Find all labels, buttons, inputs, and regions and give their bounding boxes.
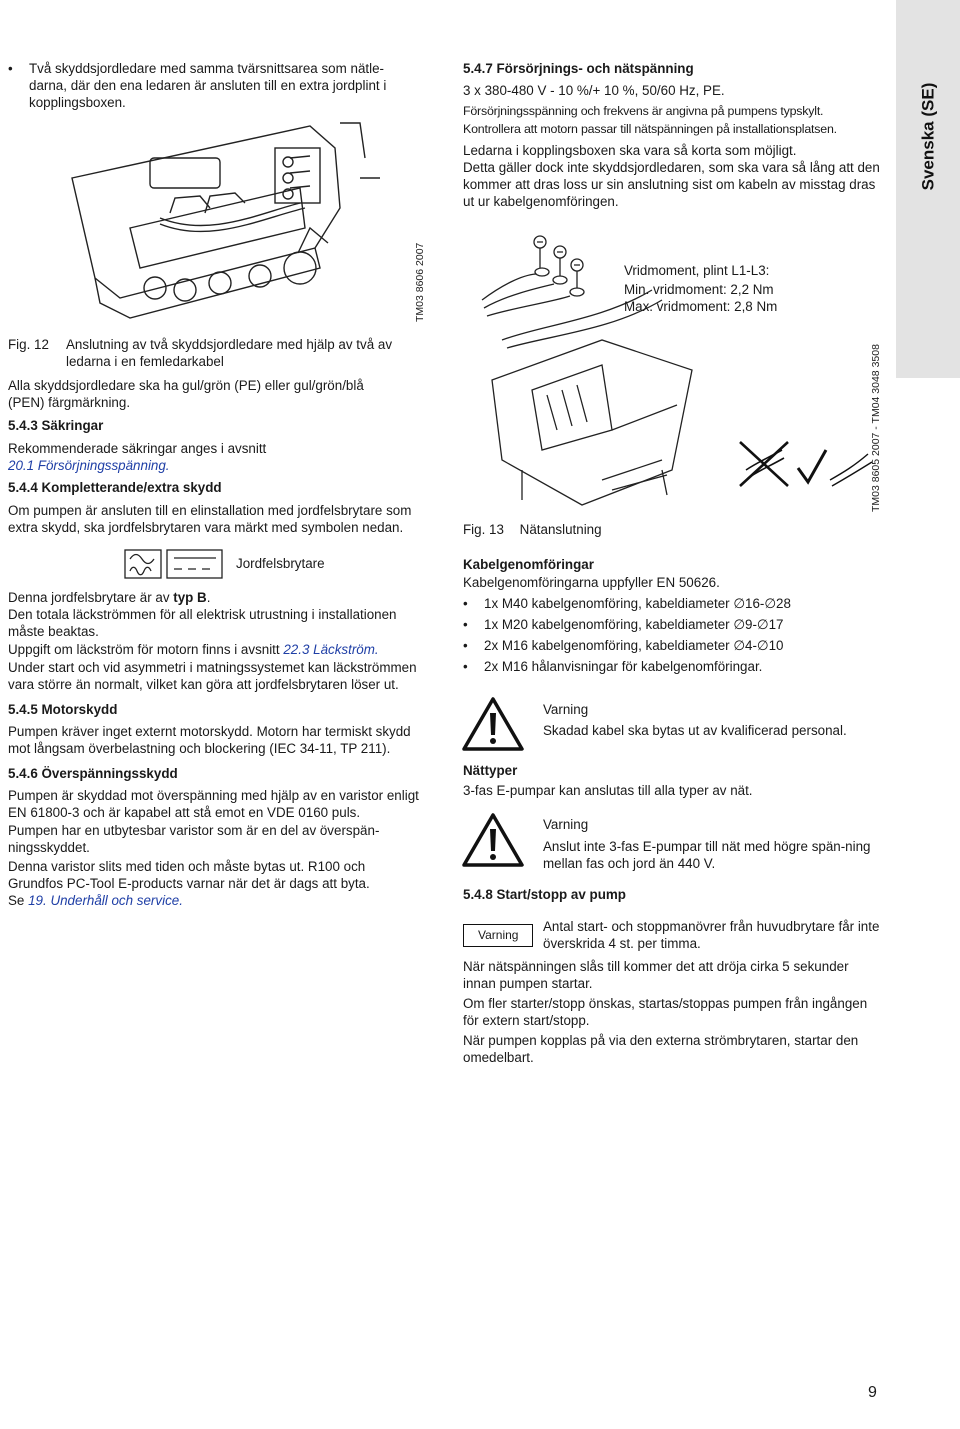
voltage-spec: 3 x 380-480 V - 10 %/+ 10 %, 50/60 Hz, PE. xyxy=(463,83,725,98)
rcd-label: Jordfelsbrytare xyxy=(236,556,325,571)
warning-triangle-icon xyxy=(462,813,524,867)
net-types-heading: Nättyper xyxy=(463,763,518,778)
cable-entries-heading: Kabelgenomföringar xyxy=(463,557,594,572)
warning-3-text: Antal start- och stoppmanövrer från huvudbrytare får inte överskrida 4 st. per timma. xyxy=(543,919,880,951)
voltage-text-1: Försörjningsspänning och frekvens är angivna på pumpens typskylt. xyxy=(463,104,824,118)
cable-entries-list xyxy=(463,595,883,679)
fig12-caption: Anslutning av två skyddsjordledare med hjälp av två av ledarna i en femledarkabel xyxy=(66,337,393,369)
list-item: • 1x M40 kabelgenomföring, kabeldiameter ∅16-∅28 xyxy=(463,595,883,612)
fuse-text: Rekommenderade säkringar anges i avsnitt xyxy=(8,441,267,456)
leakage-total-text: Den totala läckströmmen för all elektrisk utrustning i installationen måste beaktas. xyxy=(8,607,397,639)
warning-3-label: Varning xyxy=(463,924,533,947)
section-5-4-4-heading: 5.4.4 Kompletterande/extra skydd xyxy=(8,480,222,495)
intro-bullet: • Två skyddsjordledare med samma tvärsnittsarea som nätle-darna, där den ena ledaren är ansluten till en extra jordplint i kopplingsboxen. xyxy=(8,60,403,111)
rcd-symbol-icon xyxy=(124,549,224,579)
section-5-4-6-heading: 5.4.6 Överspänningsskydd xyxy=(8,766,178,781)
fig12-code: TM03 8606 2007 xyxy=(414,242,426,322)
voltage-text-3: Ledarna i kopplingsboxen ska vara så korta som möjligt. xyxy=(463,143,797,158)
rcd-type-text: Denna jordfelsbrytare är av typ B. xyxy=(8,590,211,605)
warning-triangle-icon xyxy=(462,697,524,751)
leakage-start-text: Under start och vid asymmetri i matningssystemet kan läckströmmen vara större än normalt, vilket kan göra att jordfelsbrytaren löser ut. xyxy=(8,660,417,692)
fig12-caption-block xyxy=(8,336,403,370)
start-stop-text-1: När nätspänningen slås till kommer det att dröja cirka 5 sekunder innan pumpen startar. xyxy=(463,959,849,991)
voltage-text-4: Detta gäller dock inte skyddsjordledaren, som ska vara så lång att den kommer att dras loss ur sin anslutning sist om kabeln av misstag dras ut ur kabelgenomföringen. xyxy=(463,160,880,209)
screw-icon xyxy=(534,236,583,288)
leakage-link[interactable]: 22.3 Läckström. xyxy=(283,642,379,657)
service-reference: Se 19. Underhåll och service. xyxy=(8,893,183,908)
warning-2-label: Varning xyxy=(543,817,589,832)
fig12-number: Fig. 12 xyxy=(8,337,49,352)
overvoltage-text-1: Pumpen är skyddad mot överspänning med hjälp av en varistor enligt EN 61800-3 och är kapabel att stå emot en VDE 0160 puls. xyxy=(8,788,419,820)
torque-max: Max. vridmoment: 2,8 Nm xyxy=(624,299,778,314)
language-tab-label: Svenska (SE) xyxy=(918,82,938,191)
section-5-4-8-heading: 5.4.8 Start/stopp av pump xyxy=(463,887,626,902)
pe-marking-text: Alla skyddsjordledare ska ha gul/grön (PE) eller gul/grön/blå (PEN) färgmärkning. xyxy=(8,378,364,410)
fig13-caption-block xyxy=(463,521,602,538)
overvoltage-text-3: Denna varistor slits med tiden och måste bytas ut. R100 och Grundfos PC-Tool E-products varnar när det är dags att byta. xyxy=(8,859,370,891)
torque-min: Min. vridmoment: 2,2 Nm xyxy=(624,282,774,297)
start-stop-text-2: Om fler starter/stopp önskas, startas/stoppas pumpen från ingången för extern start/stopp. xyxy=(463,996,868,1028)
page-number: 9 xyxy=(868,1384,877,1401)
fig12-terminal-box-illustration xyxy=(60,118,405,323)
intro-list xyxy=(8,60,403,115)
service-link[interactable]: 19. Underhåll och service. xyxy=(28,893,183,908)
list-item: • 2x M16 hålanvisningar för kabelgenomföringar. xyxy=(463,658,883,675)
fuse-link[interactable]: 20.1 Försörjningsspänning. xyxy=(8,458,170,473)
warning-3-box xyxy=(463,924,533,947)
section-5-4-3-heading: 5.4.3 Säkringar xyxy=(8,418,104,433)
list-item: • 2x M16 kabelgenomföring, kabeldiameter ∅4-∅10 xyxy=(463,637,883,654)
torque-title: Vridmoment, plint L1-L3: xyxy=(624,263,770,278)
voltage-text-2: Kontrollera att motorn passar till nätspänningen på installationsplatsen. xyxy=(463,122,837,136)
fig13-code: TM03 8605 2007 - TM04 3048 3508 xyxy=(870,344,882,512)
warning-1-text: Skadad kabel ska bytas ut av kvalificerad personal. xyxy=(543,723,847,738)
warning-1-label: Varning xyxy=(543,702,589,717)
extra-protection-text: Om pumpen är ansluten till en elinstallation med jordfelsbrytare som extra skydd, ska jordfelsbrytaren vara märkt med symbolen nedan. xyxy=(8,503,412,535)
crossed-out-icon xyxy=(738,440,792,490)
section-5-4-7-heading: 5.4.7 Försörjnings- och nätspänning xyxy=(463,61,694,76)
warning-2-text: Anslut inte 3-fas E-pumpar till nät med högre spän-ning mellan fas och jord än 440 V. xyxy=(543,839,871,871)
leakage-reference-text: Uppgift om läckström för motorn finns i avsnitt 22.3 Läckström. xyxy=(8,642,379,657)
net-types-text: 3-fas E-pumpar kan anslutas till alla typer av nät. xyxy=(463,783,753,798)
language-tab xyxy=(896,0,960,378)
section-5-4-5-heading: 5.4.5 Motorskydd xyxy=(8,702,118,717)
cable-entries-intro: Kabelgenomföringarna uppfyller EN 50626. xyxy=(463,575,720,590)
motor-protection-text: Pumpen kräver inget externt motorskydd. Motorn har termiskt skydd mot långsam överbelastning och blockering (IEC 34-11, TP 211). xyxy=(8,724,411,756)
overvoltage-text-2: Pumpen har en utbytesbar varistor som är en del av överspän-ningsskyddet. xyxy=(8,823,380,855)
checkmark-icon xyxy=(796,440,876,490)
start-stop-text-3: När pumpen kopplas på via den externa strömbrytaren, startar den omedelbart. xyxy=(463,1033,859,1065)
list-item: • 1x M20 kabelgenomföring, kabeldiameter ∅9-∅17 xyxy=(463,616,883,633)
fig13-number: Fig. 13 xyxy=(463,522,504,537)
fig13-caption: Nätanslutning xyxy=(519,522,602,537)
